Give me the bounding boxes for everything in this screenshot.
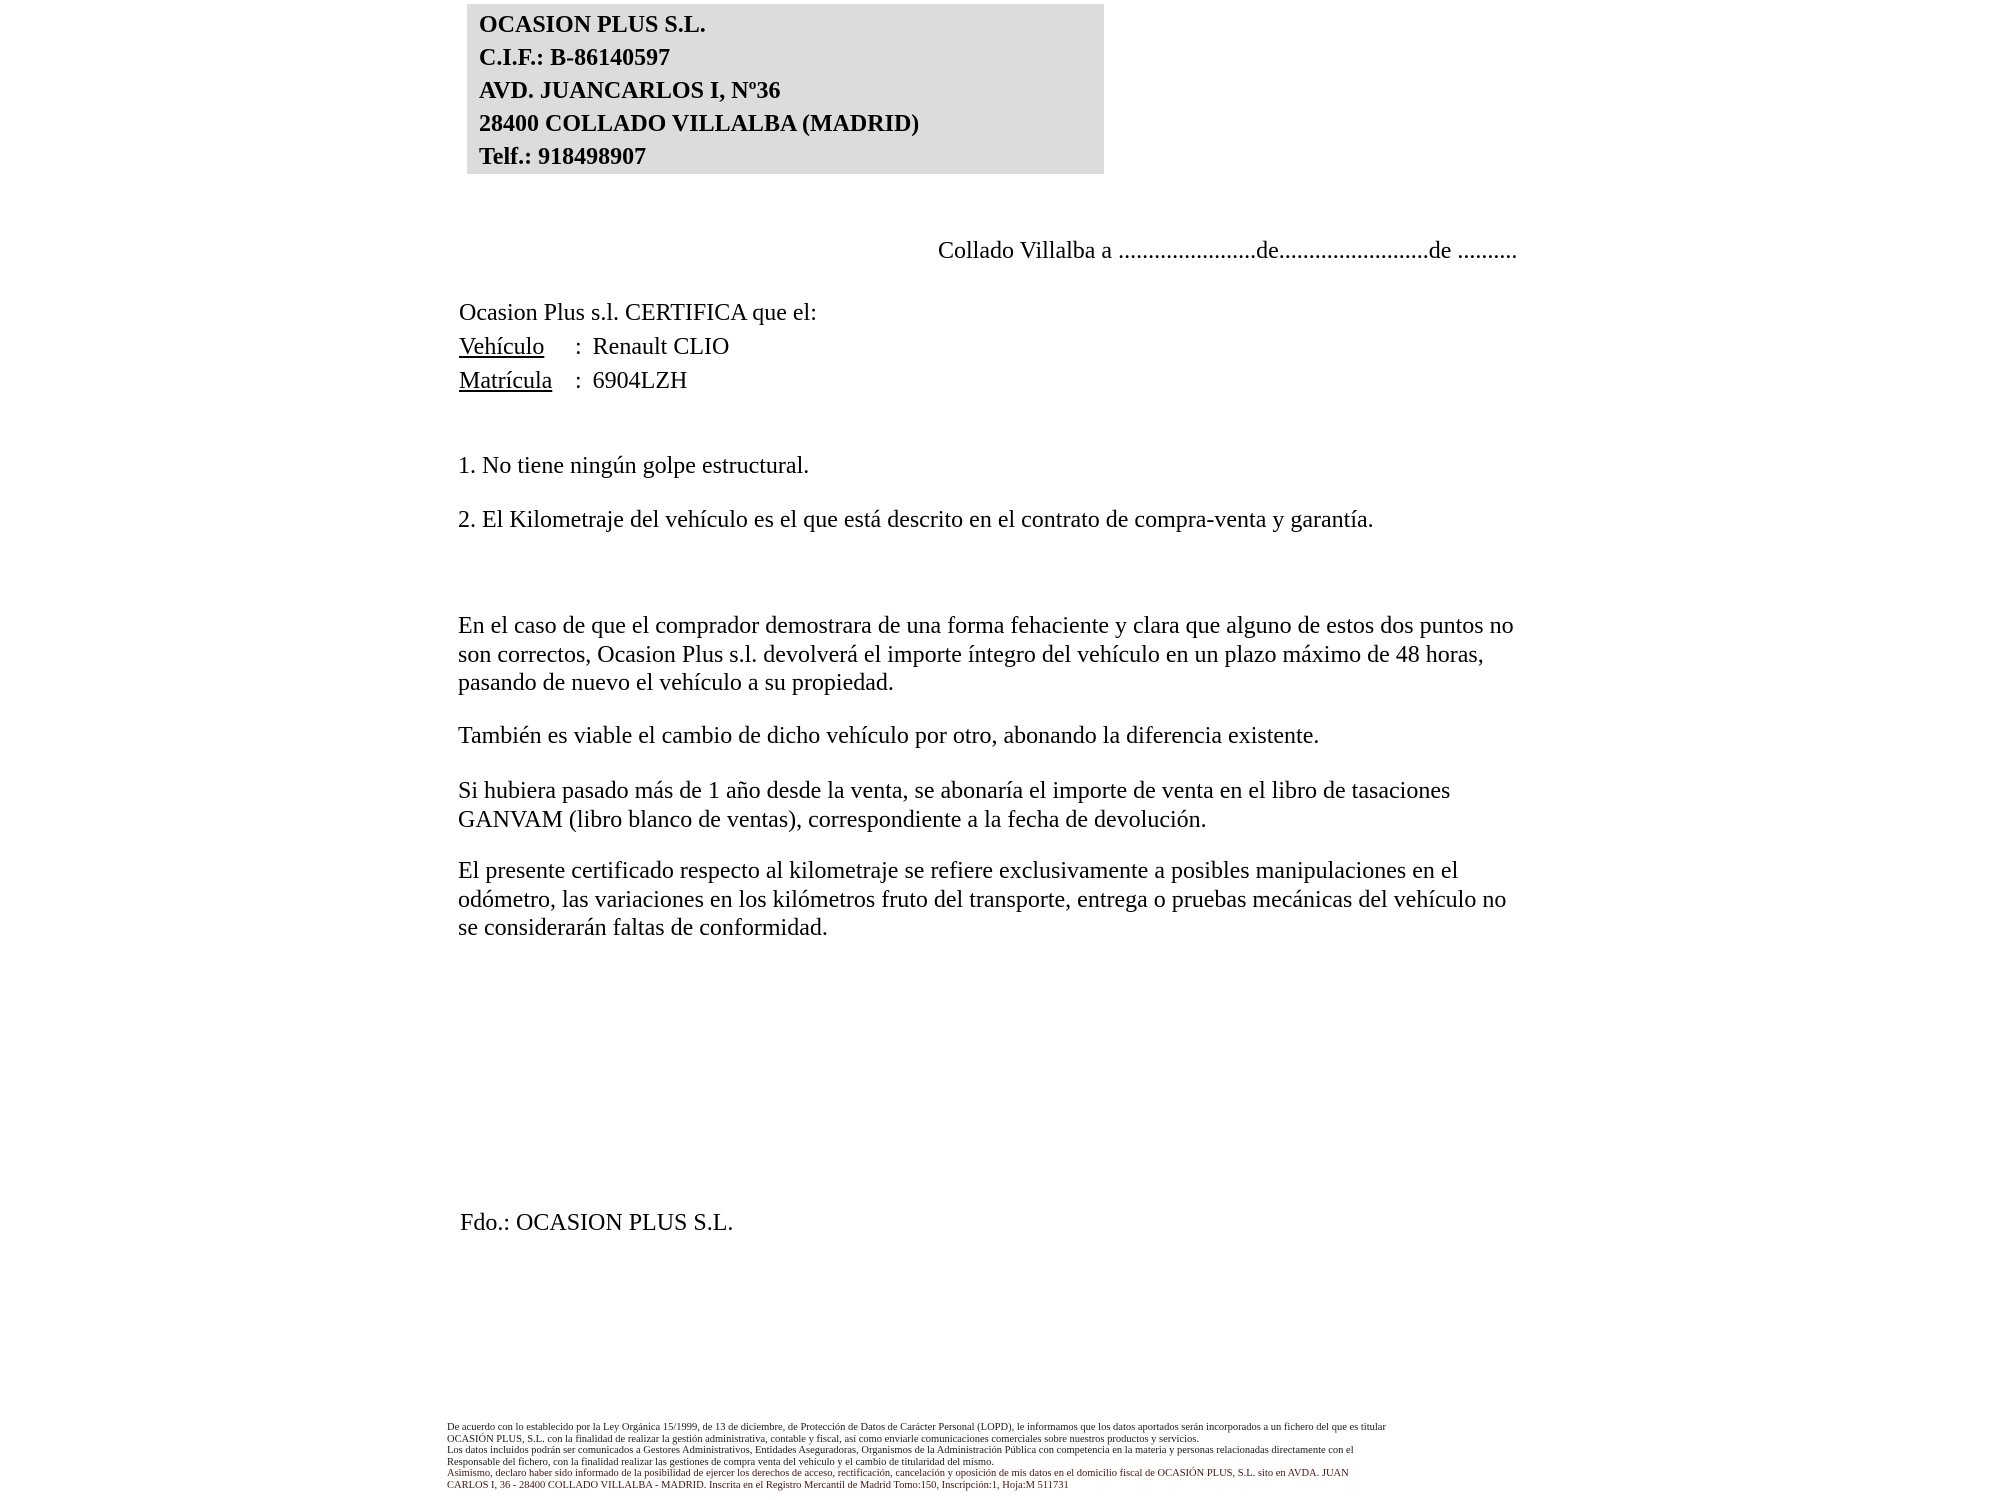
ganvam-paragraph <box>458 777 1450 834</box>
company-address: AVD. JUANCARLOS I, Nº36 <box>479 78 781 104</box>
date-place-line: Collado Villalba a .......................de.........................de .......... <box>938 238 1518 264</box>
odometer-paragraph <box>458 857 1506 943</box>
refund-paragraph <box>458 612 1514 698</box>
legal-line: De acuerdo con lo establecido por la Ley Orgánica 15/1999, de 13 de diciembre, de Protección de Datos de Carácter Personal (LOPD), le informamos que los datos aportados serán incorporados a un fichero del que es titular <box>447 1422 1386 1433</box>
vehicle-field-label: Vehículo <box>459 334 545 360</box>
vehicle-field-value: Renault CLIO <box>592 334 730 360</box>
legal-line: Los datos incluidos podrán ser comunicados a Gestores Administrativos, Entidades Aseguradoras, Organismos de la Administración Pública con competencia en la materia y personas relacionadas directamente con el <box>447 1445 1354 1457</box>
paragraph-line: También es viable el cambio de dicho vehículo por otro, abonando la diferencia existente. <box>458 723 1320 749</box>
certified-point-2: 2. El Kilometraje del vehículo es el que está descrito en el contrato de compra-venta y garantía. <box>458 507 1374 533</box>
paragraph-line: Si hubiera pasado más de 1 año desde la venta, se abonaría el importe de venta en el libro de tasaciones <box>458 778 1451 804</box>
legal-footer <box>447 1422 1386 1492</box>
paragraph-line: son correctos, Ocasion Plus s.l. devolverá el importe íntegro del vehículo en un plazo máximo de 48 horas, <box>458 641 1484 668</box>
company-phone: Telf.: 918498907 <box>479 144 647 170</box>
paragraph-line: odómetro, las variaciones en los kilómetros fruto del transporte, entrega o pruebas mecánicas del vehículo no <box>458 886 1507 913</box>
exchange-paragraph <box>458 722 1319 751</box>
paragraph-line: El presente certificado respecto al kilometraje se refiere exclusivamente a posibles manipulaciones en el <box>458 858 1459 884</box>
certification-intro: Ocasion Plus s.l. CERTIFICA que el: <box>459 300 817 326</box>
legal-line: Asimismo, declaro haber sido informado de la posibilidad de ejercer los derechos de acceso, rectificación, cancelación y oposición de mis datos en el domicilio fiscal de OCASIÓN PLUS, S.L. sito en AVDA. JUAN <box>447 1468 1349 1480</box>
paragraph-line: En el caso de que el comprador demostrara de una forma fehaciente y clara que alguno de estos dos puntos no <box>458 613 1514 639</box>
signature-line: Fdo.: OCASION PLUS S.L. <box>460 1210 734 1236</box>
paragraph-line: pasando de nuevo el vehículo a su propiedad. <box>458 670 894 696</box>
company-header-box <box>467 4 1104 174</box>
plate-field-separator: : <box>575 368 582 394</box>
plate-field-row <box>459 368 687 395</box>
legal-line: Responsable del fichero, con la finalidad realizar las gestiones de compra venta del vehículo y el cambio de titularidad del mismo. <box>447 1456 994 1468</box>
plate-field-value: 6904LZH <box>592 368 688 394</box>
company-cif: C.I.F.: B-86140597 <box>479 45 671 71</box>
paragraph-line: GANVAM (libro blanco de ventas), correspondiente a la fecha de devolución. <box>458 806 1207 833</box>
company-name: OCASION PLUS S.L. <box>479 12 706 38</box>
plate-field-label: Matrícula <box>459 368 553 394</box>
company-city: 28400 COLLADO VILLALBA (MADRID) <box>479 111 920 137</box>
vehicle-field-separator: : <box>575 334 582 360</box>
vehicle-field-row <box>459 334 729 361</box>
certified-point-1: 1. No tiene ningún golpe estructural. <box>458 453 810 479</box>
paragraph-line: se considerarán faltas de conformidad. <box>458 915 828 941</box>
legal-line: OCASIÓN PLUS, S.L. con la finalidad de realizar la gestión administrativa, contable y fiscal, así como enviarle comunicaciones comerciales sobre nuestros productos y servicios. <box>447 1433 1199 1445</box>
legal-line: CARLOS I, 36 - 28400 COLLADO VILLALBA - MADRID. Inscrita en el Registro Mercantil de Madrid Tomo:150, Inscripción:1, Hoja:M 511731 <box>447 1479 1069 1491</box>
